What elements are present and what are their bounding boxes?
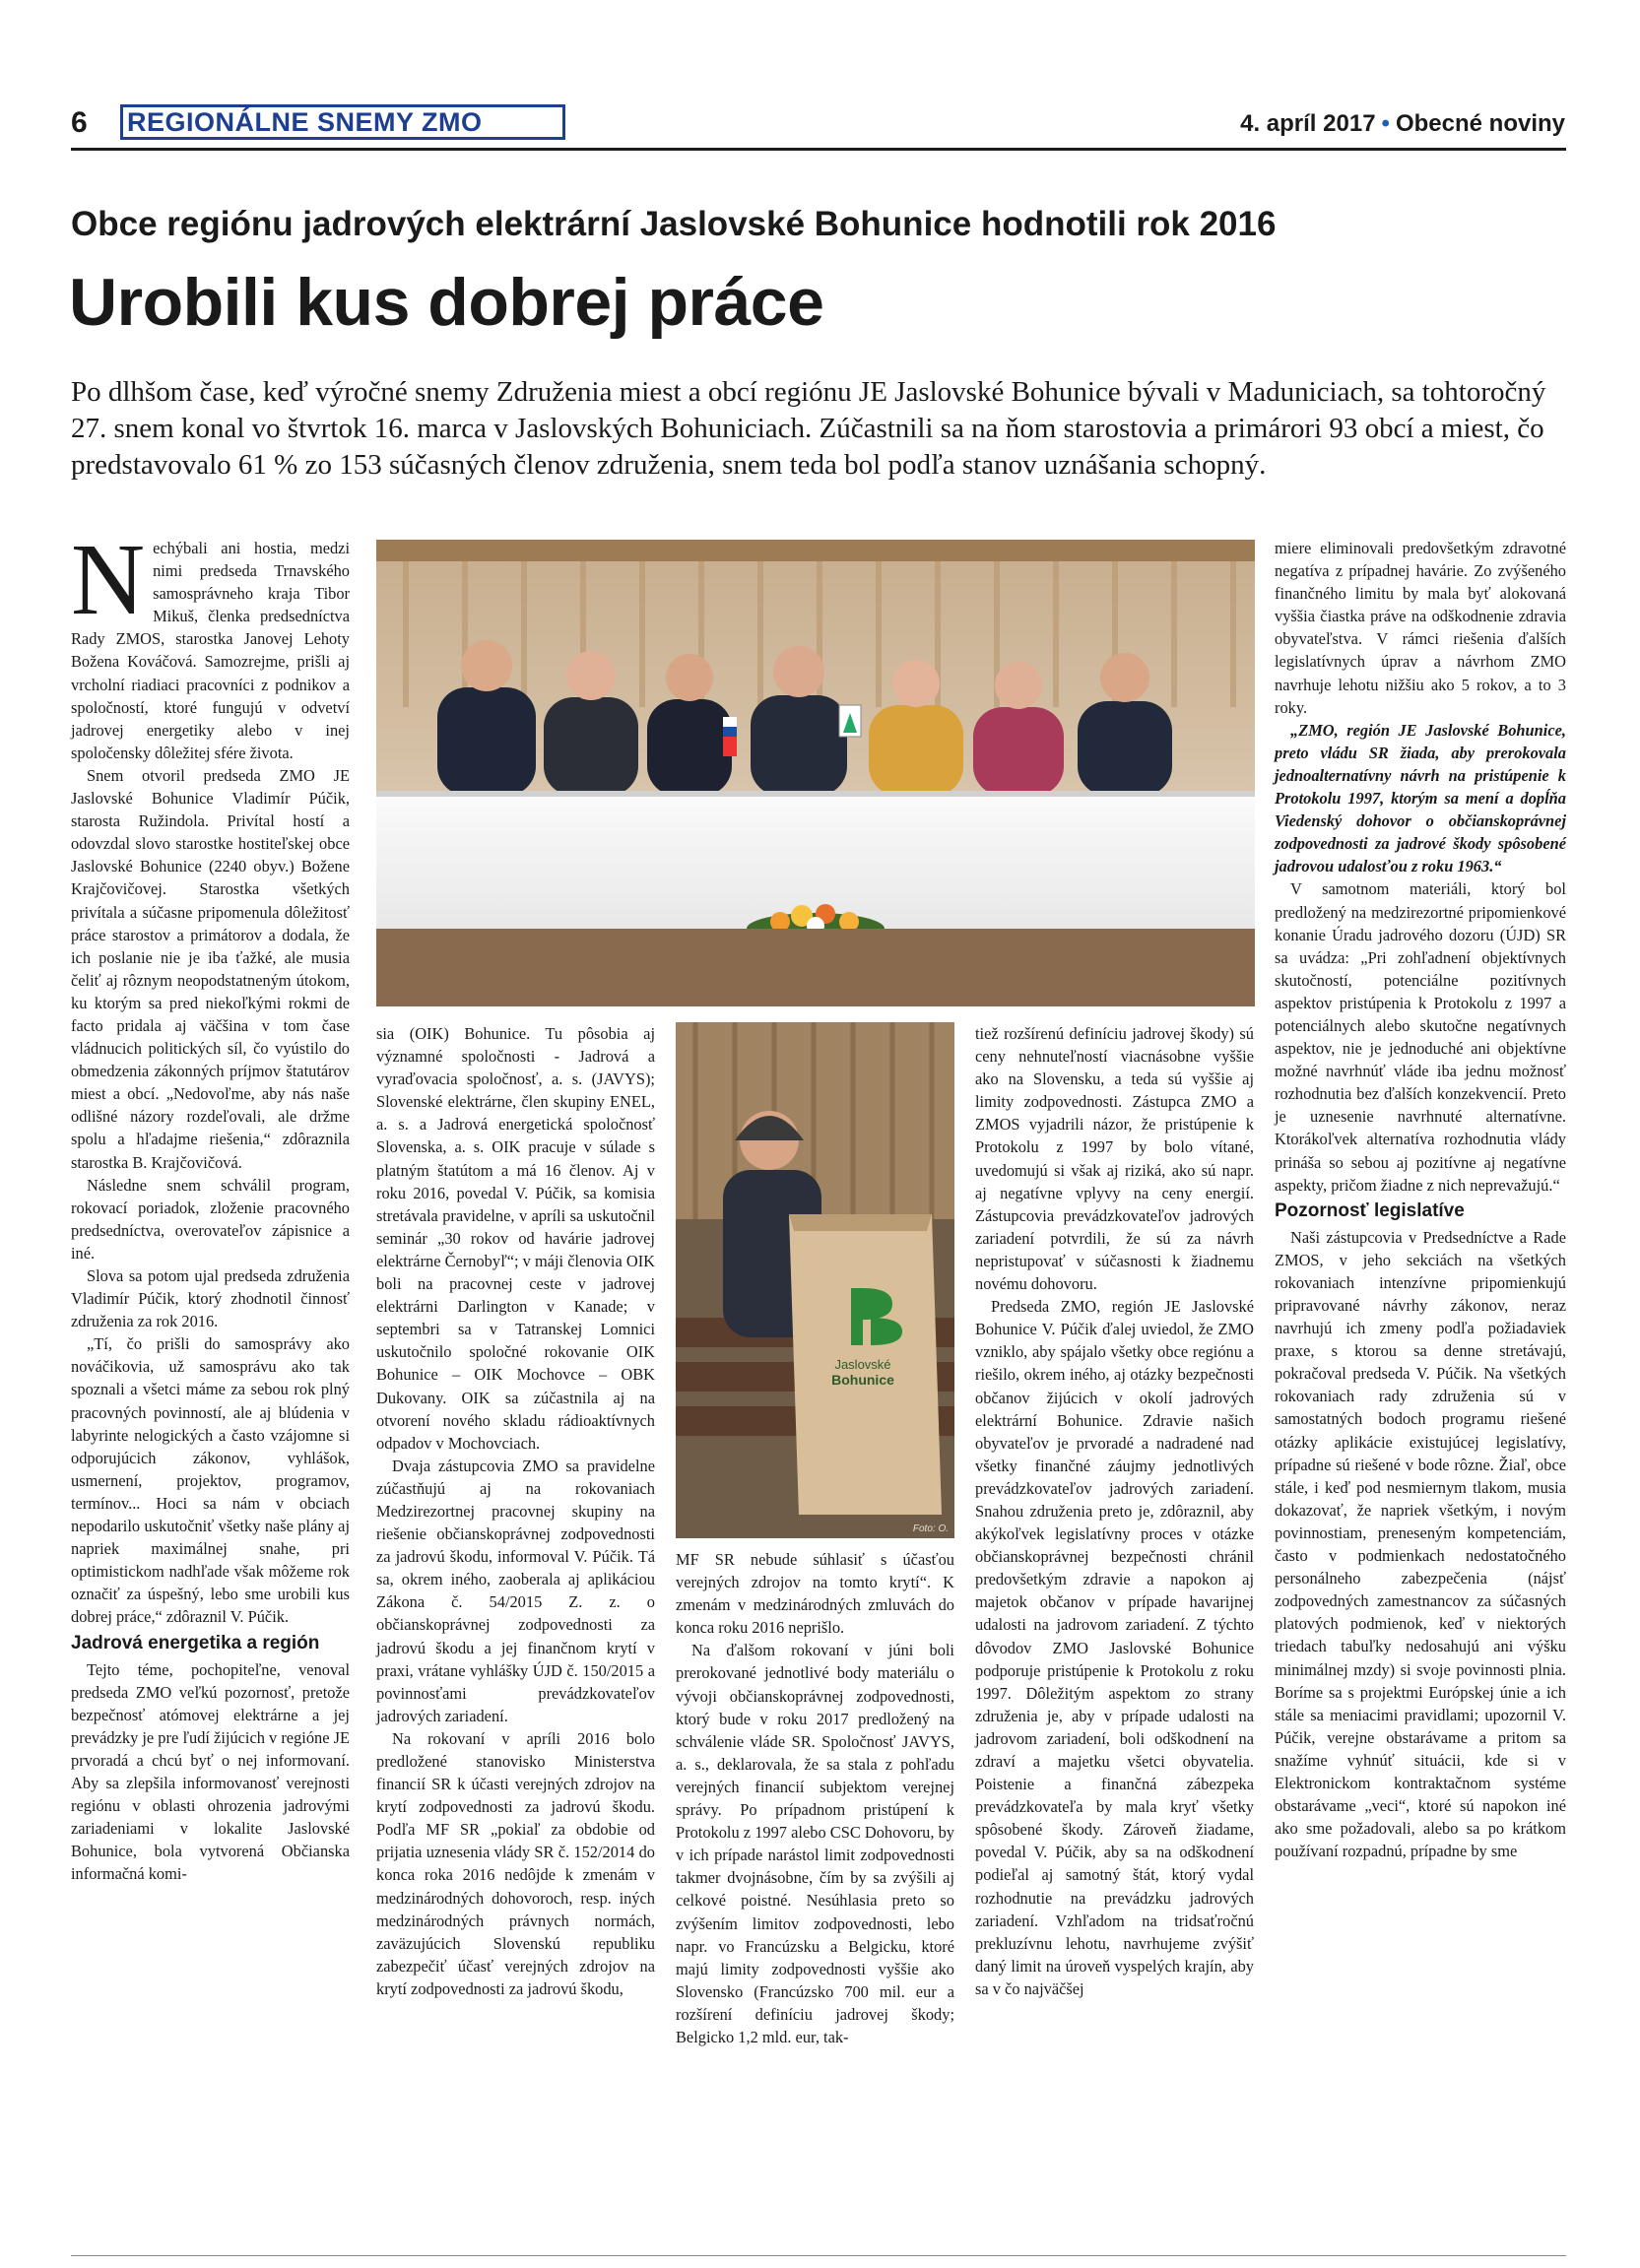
- separator-dot: •: [1381, 110, 1390, 137]
- paragraph: Následne snem schválil program, rokovací poriadok, zloženie pracovného predsedníctva, overovateľov zápisnice a iné.: [71, 1175, 350, 1263]
- article-kicker: Obce regiónu jadrových elektrární Jaslovské Bohunice hodnotili rok 2016: [71, 205, 1277, 243]
- subheading: Pozornosť legislatíve: [1275, 1199, 1465, 1221]
- paragraph: V samotnom materiáli, ktorý bol predložený na medzirezortné pripomienkové konanie Úradu jadrového dozoru (ÚJD) SR sa uvádza: „Pri zohľadnení objektívnych skutočností, potenciálne pozitívnych aspektov pristúpenia k Protokolu z 1997 a potenciálnych alebo skutočne negatívnych aspektov, nie je jednoduché ani objektívne možné navrhnúť vláde iba jednu možnosť rozhodnutia bez ďalších konzekvencií. Preto je uznesenie navrhnuté alternatívne. Ktorákoľvek alternatíva rozhodnutia vlády prináša so sebou aj pozitívne aj negatívne aspekty, pričom žiadne z nich neprevažujú.“: [1275, 879, 1566, 1195]
- paragraph: Tejto téme, pochopiteľne, venoval predseda ZMO veľkú pozornosť, pretože bezpečnosť atómovej elektrárne a jej prevádzky je pre ľudí žijúcich v regióne JE prvoradá a chcú byť o nej informovaní. Aby sa zlepšila informovanosť verejnosti regiónu v oblasti ohrozenia jadrovými zariadeniami v lokalite Jaslovské Bohunice, bola vytvorená Občianska informačná komi-: [71, 1659, 350, 1884]
- pull-quote: „ZMO, región JE Jaslovské Bohunice, preto vládu SR žiada, aby prerokovala jednoalternatívny návrh na pristúpenie k Protokolu 1997, ktorým sa mení a dopĺňa Viedenský dohovor o občianskoprávnej zodpovednosti za jadrové škody spôsobené jadrovou udalosťou z roku 1963.“: [1275, 720, 1566, 876]
- issue-date: 4. apríl 2017: [1240, 110, 1376, 137]
- drop-cap: N: [71, 523, 146, 636]
- article-column-5: [1275, 537, 1566, 1862]
- paragraph: MF SR nebude súhlasiť s účasťou verejných zdrojov na tomto krytí“. K zmenám v medzinárodných zmluvách do konca roku 2016 neprišlo.: [676, 1550, 954, 1638]
- speaker-podium-photo: [676, 1022, 954, 1538]
- paragraph: Dvaja zástupcovia ZMO sa pravidelne zúčastňujú aj na rokovaniach Medzirezortnej pracovnej skupiny na riešenie občianskoprávnej zodpovednosti za jadrovú škodu, informoval V. Púčik. Tá sa, okrem iného, zaoberala aj aplikáciou Zákona č. 54/2015 Z. z. o občianskoprávnej zodpovednosti za jadrovú škodu a jej finančnom krytí v praxi, vrátane vyhlášky ÚJD č. 150/2015 a povinnosťami prevádzkovateľov jadrových zariadení.: [376, 1456, 655, 1725]
- page-number: 6: [71, 106, 88, 139]
- subheading: Jadrová energetika a región: [71, 1632, 320, 1653]
- article-column-3: [676, 1548, 954, 2048]
- article-column-1: [71, 523, 350, 1885]
- header-rule: [71, 148, 1566, 151]
- footer-rule: [71, 2255, 1566, 2256]
- issue-info: [1240, 110, 1565, 138]
- paragraph: Naši zástupcovia v Predsedníctve a Rade ZMOS, v jeho sekciách na všetkých rokovaniach intenzívne pripomienkujú pripravované návrhy zákonov, neraz navrhujú ich zmeny podľa požiadaviek praxe, s ktorou sa denne stretávajú, pokračoval predseda V. Púčik. Na všetkých rokovaniach rady združenia sú v samostatných bodoch programu riešené otázky aplikácie existujúcej legislatívy, prípadne sú riešené v bode rôzne. Žiaľ, obce stále, i keď pod nesmiernym tlakom, musia dokazovať, že napriek všetkým, i novým povinnostiam, preneseným kompetenciám, často v podmienkach nedostatočného personálneho zabezpečenia (nájsť zodpovedných zamestnancov za súčasných platových podmienok, keď v niektorých triedach tabuľky nedosahujú ani výšku minimálnej mzdy) si svoje povinnosti plnia. Boríme sa s projektmi Európskej únie a ich stále sa meniacimi pravidlami; upozornil V. Púčik, verejne obstarávame a pritom sa snažíme vyhnúť situácii, kde si v Elektronickom kontraktačnom systéme obstarávame „veci“, ktoré sú napokon iné ako sme požadovali, alebo sa po krátkom používaní rozpadnú, prípadne by sme: [1275, 1227, 1566, 1861]
- podium-logo-text-2: Bohunice: [831, 1372, 894, 1388]
- paragraph: Predseda ZMO, región JE Jaslovské Bohunice V. Púčik ďalej uviedol, že ZMO vzniklo, aby spájalo všetky obce regiónu a riešilo, okrem iného, aj otázky bezpečnosti občanov žijúcich v okolí jadrových elektrární Bohunice. Zdravie našich obyvateľov je prvoradé a nadradené nad všetky finančné záujmy jednotlivých prevádzkovateľov jadrových zariadení. Snahou združenia preto je, zdôraznil, aby akýkoľvek legislatívny proces v otázke občianskoprávnej bezpečnosti chránil predovšetkým zdravie a napokon aj majetok občanov v prípade havarijnej udalosti na jadrovom zariadení. Z týchto dôvodov ZMO Jaslovské Bohunice podporuje pristúpenie k Protokolu z roku 1997. Dôležitým aspektom zo strany združenia je, aby v prípade udalosti na jadrovom zariadení, boli odškodnení na zdraví a majetku všetci obyvatelia. Poistenie a finančná zábezpeka prevádzkovateľa by mala kryť všetky spôsobené škody. Zároveň žiadame, povedal V. Púčik, aby sa na odškodnení podieľal aj samotný štát, ktorý vydal rozhodnutie na prevádzku jadrových zariadení. Vzhľadom na tridsaťročnú prekluzívnu lehotu, navrhujeme zvýšiť daný limit na úroveň vyspelých krajín, aby sa v čo najväčšej: [975, 1297, 1254, 1998]
- publication-name: Obecné noviny: [1395, 110, 1565, 137]
- photo-credit: Foto: O.: [912, 1523, 949, 1534]
- section-label: REGIONÁLNE SNEMY ZMO: [120, 104, 565, 140]
- paragraph: tiež rozšírenú definíciu jadrovej škody) sú ceny nehnuteľností viacnásobne vyššie ako na Slovensku, a teda sú vyššie aj limity zodpovednosti. Zástupca ZMO a ZMOS vyjadrili názor, že pristúpenie k Protokolu z 1997 by bolo vítané, uvedomujú si však aj riziká, ako sú napr. aj negatívne vplyvy na ceny energií. Zástupcovia prevádzkovateľov jadrových zariadení potvrdili, že sú za návrh nepristupovať v súčasnosti k žiadnemu novému dohovoru.: [975, 1024, 1254, 1294]
- podium-logo-text-1: Jaslovské: [834, 1357, 891, 1372]
- paragraph: Na rokovaní v apríli 2016 bolo predložené stanovisko Ministerstva financií SR k účasti verejných zdrojov na krytí zodpovednosti za jadrovú škodu. Podľa MF SR „pokiaľ za obdobie od prijatia uznesenia vlády SR č. 152/2014 do konca roka 2016 nedôjde k zmenám v medzinárodných dohovoroch, resp. iných medzinárodných právnych normách, zaväzujúcich Slovenskú republiku zabezpečiť účasť verejných zdrojov na krytí zodpovednosti za jadrovú škodu,: [376, 1728, 655, 1998]
- article-lead: Po dlhšom čase, keď výročné snemy Združenia miest a obcí regiónu JE Jaslovské Bohunice bývali v Maduniciach, sa tohtoročný 27. snem konal vo štvrtok 16. marca v Jaslovských Bohuniciach. Zúčastnili sa na ňom starostovia a primárori 93 obcí a miest, čo predstavovalo 61 % zo 153 súčasných členov združenia, snem teda bol podľa stanov uznášania schopný.: [71, 376, 1546, 481]
- paragraph: miere eliminovali predovšetkým zdravotné negatíva z prípadnej havárie. Zo zvýšeného finančného limitu by mala byť alokovaná vyššia čiastka práve na odškodnenie zdravia obyvateľstva. V rámci riešenia ďalších legislatívnych úprav a návrhom ZMO navrhuje lehotu nižšiu ako 5 rokov, a to 3 roky.: [1275, 539, 1566, 717]
- paragraph: Na ďalšom rokovaní v júni boli prerokované jednotlivé body materiálu o vývoji občianskoprávnej zodpovednosti, ktorý bude v roku 2017 predložený na schválenie vláde SR. Spoločnosť JAVYS, a. s., deklarovala, že sa stala z pohľadu verejných financií subjektom verejnej správy. Po prípadnom pristúpení k Protokolu z 1997 alebo CSC Dohovoru, by v ich prípade narástol limit zodpovednosti takmer dvojnásobne, čím by sa zvýšili aj celkové poistné. Nesúhlasia preto so zvýšením limitov zodpovednosti, lebo napr. vo Francúzsku a Belgicku, ktoré majú limity zodpovednosti vyššie ako Slovensko (Francúzsko 700 mil. eur a rozšírení definíciu jadrovej škody; Belgicko 1,2 mld. eur, tak-: [676, 1641, 954, 2046]
- paragraph: sia (OIK) Bohunice. Tu pôsobia aj významné spoločnosti - Jadrová a vyraďovacia spoločnosť, a. s. (JAVYS); Slovenské elektrárne, člen skupiny ENEL, a. s. a Jadrová energetická spoločnosť Slovenska, a. s. OIK pracuje v súlade s platným štatútom a má 16 členov. Aj v roku 2016, povedal V. Púčik, sa komisia stretávala pravidelne, v apríli sa uskutočnil seminár „30 rokov od havárie jadrovej elektrárne Černobyľ“; v máji členovia OIK boli na pracovnej ceste v jadrovej elektrárni Darlington v Kanade; v septembri sa v Tatranskej Lomnici uskutočnilo spoločné rokovanie OIK Bohunice – OIK Mochovce – OBK Dukovany. OIK sa zúčastnila aj na otvorení nového skladu rádioaktívnych odpadov v Mochovciach.: [376, 1024, 655, 1453]
- paragraph: Slova sa potom ujal predseda združenia Vladimír Púčik, ktorý zhodnotil činnosť združenia za rok 2016.: [71, 1266, 350, 1331]
- conference-panel-photo: [376, 540, 1255, 1006]
- article-headline: Urobili kus dobrej práce: [69, 265, 824, 340]
- paragraph: „Tí, čo prišli do samosprávy ako nováčikovia, už samosprávu ako tak spoznali a všetci máme za sebou rok plný pracovných povinností, ale aj blúdenia v labyrinte nelogických a často vzájomne si odporujúcich zákonov, vyhlášok, usmernení, projektov, programov, termínov... Hoci sa nám v obciach nepodarilo uskutočniť všetky naše plány aj napriek maximálnej snahe, pri optimistickom nadhľade však môžeme rok označiť za úspešný, lebo sme urobili kus dobrej práce,“ zdôraznil V. Púčik.: [71, 1334, 350, 1627]
- paragraph: echýbali ani hostia, medzi nimi predseda Trnavského samosprávneho kraja Tibor Mikuš, členka predsedníctva Rady ZMOS, starostka Janovej Lehoty Božena Kováčová. Samozrejme, prišli aj vrcholní riadiaci pracovníci z podnikov a spoločností, ktoré fungujú v odvetví jadrovej energetiky alebo v inej spoločensky dôležitej sfére života.: [71, 539, 350, 762]
- article-column-2: [376, 1022, 655, 2000]
- article-column-4: [975, 1022, 1254, 2000]
- paragraph: Snem otvoril predseda ZMO JE Jaslovské Bohunice Vladimír Púčik, starosta Ružindola. Privítal hostí a odovzdal slovo starostke hostiteľskej obce Jaslovské Bohunice (2240 obyv.) Božene Krajčovičovej. Starostka všetkých privítala a súčasne pripomenula dôležitosť práce starostov a primátorov a dodala, že ich poslanie nie je iba ťažké, ale musia čeliť aj rôznym neopodstatneným útokom, ku ktorým sa pred niekoľkými rokmi de facto pridala aj väčšina v tom čase vládnucich politických síl, čo vyústilo do obmedzenia zákonných príjmov štatutárov miest a obcí. „Nedovoľme, aby nás naše odlišné názory rozdeľovali, ale držme spolu a hľadajme riešenia,“ zdôraznila starostka B. Krajčovičová.: [71, 765, 350, 1172]
